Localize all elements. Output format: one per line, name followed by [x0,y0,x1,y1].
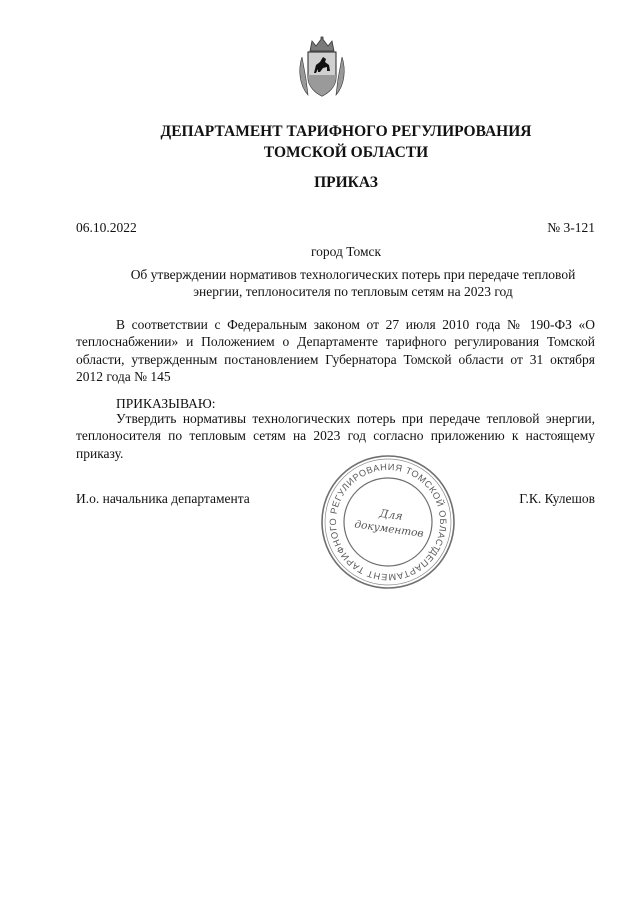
signatory-name: Г.К. Кулешов [519,491,595,506]
document-date: 06.10.2022 [76,220,137,235]
stamp-ring-text: ДЕПАРТАМЕНТ ТАРИФНОГО РЕГУЛИРОВАНИЯ ТОМСКОЙ ОБЛАСТИ [327,461,449,583]
city-line: город Томск [310,244,382,259]
coat-of-arms-emblem [296,35,348,99]
legal-basis-paragraph: В соответствии с Федеральным законом от 27 июля 2010 года № 190-ФЗ «О теплоснабжении» и Положением о Департаменте тарифного регулирования Томской области, утвержденным постановлением Губернатора Томской области от 31 октября 2012 года № 145 [76,317,595,385]
order-text-paragraph: Утвердить нормативы технологических потерь при передаче тепловой энергии, теплоносителя по тепловым сетям на 2023 год согласно приложению к настоящему приказу. [76,411,595,461]
order-subject [110,266,596,300]
header-line-1: ДЕПАРТАМЕНТ ТАРИФНОГО РЕГУЛИРОВАНИЯ [160,123,532,140]
svg-text:ДЕПАРТАМЕНТ ТАРИФНОГО РЕГУЛИРО [318,452,458,592]
official-stamp [318,452,458,592]
document-number: № 3-121 [547,220,595,235]
subject-line-1: Об утверждении нормативов технологических потерь при передаче тепловой [130,267,576,282]
subject-line-2: энергии, теплоносителя по тепловым сетям на 2023 год [193,284,513,299]
header-line-2: ТОМСКОЙ ОБЛАСТИ [263,144,429,161]
stamp-line-2: документов [353,518,425,540]
department-header [40,121,640,163]
order-keyword: ПРИКАЗЫВАЮ: [116,396,216,411]
document-type-title: ПРИКАЗ [314,174,378,191]
stamp-line-1: Для [378,506,404,523]
signatory-title: И.о. начальника департамента [76,491,250,506]
